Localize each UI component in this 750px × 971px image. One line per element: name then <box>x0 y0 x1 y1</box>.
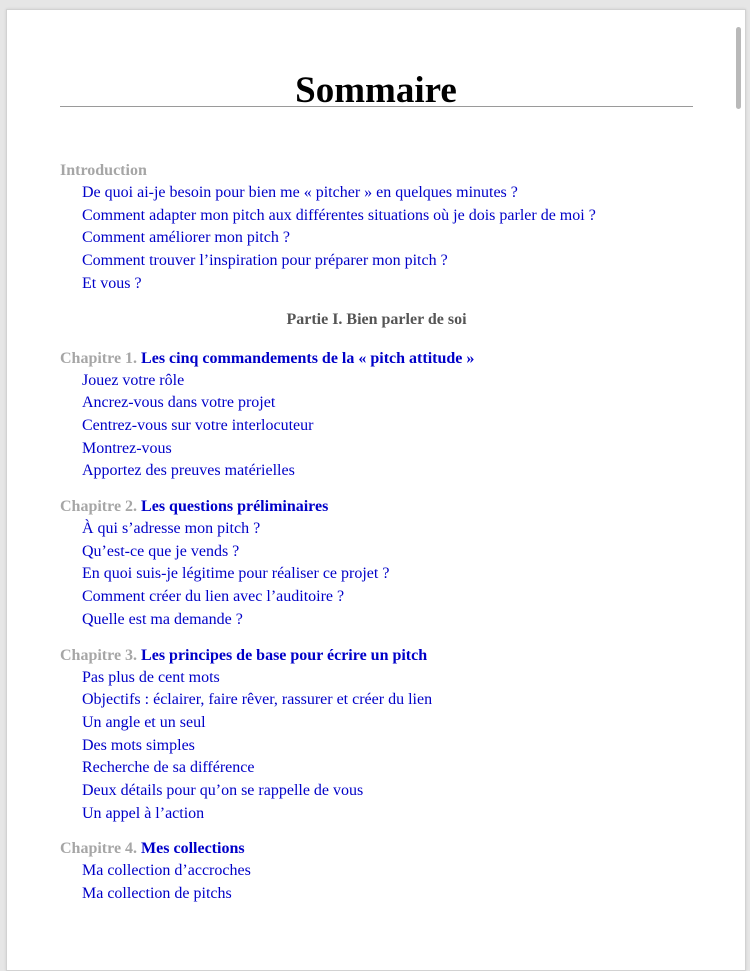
toc-link[interactable]: Ma collection de pitchs <box>82 885 232 903</box>
page-title: Sommaire <box>295 70 457 111</box>
introduction-section <box>60 160 710 296</box>
chapter-number: Chapitre 4. <box>60 840 138 858</box>
toc-link[interactable]: Centrez-vous sur votre interlocuteur <box>82 416 314 434</box>
toc-link[interactable]: Deux détails pour qu’on se rappelle de vous <box>82 782 364 800</box>
toc-link[interactable]: Jouez votre rôle <box>82 371 185 389</box>
toc-link[interactable]: Et vous ? <box>82 274 142 292</box>
toc-link[interactable]: Comment améliorer mon pitch ? <box>82 229 290 247</box>
chapter-section <box>60 348 710 484</box>
toc-link[interactable]: Recherche de sa différence <box>82 759 255 777</box>
chapter-section <box>60 496 710 632</box>
chapter-title[interactable]: Les principes de base pour écrire un pitch <box>141 646 428 664</box>
chapter-number: Chapitre 1. <box>60 349 138 367</box>
chapter-title[interactable]: Les questions préliminaires <box>141 498 329 516</box>
chapter-title[interactable]: Mes collections <box>141 840 245 858</box>
part-heading: Partie I. Bien parler de soi <box>286 310 467 328</box>
chapter-heading[interactable] <box>60 645 710 667</box>
toc-link[interactable]: Comment trouver l’inspiration pour préparer mon pitch ? <box>82 252 448 270</box>
toc-link[interactable]: Qu’est-ce que je vends ? <box>82 542 240 560</box>
toc-link[interactable]: Un appel à l’action <box>82 804 205 822</box>
toc-link[interactable]: Ancrez-vous dans votre projet <box>82 394 276 412</box>
chapter-heading[interactable] <box>60 838 710 860</box>
toc-link[interactable]: Comment créer du lien avec l’auditoire ? <box>82 588 345 606</box>
chapter-heading[interactable] <box>60 496 710 518</box>
table-of-contents <box>60 160 710 906</box>
chapter-number: Chapitre 3. <box>60 646 138 664</box>
toc-link[interactable]: Apportez des preuves matérielles <box>82 462 295 480</box>
chapter-heading[interactable] <box>60 348 710 370</box>
toc-link[interactable]: Ma collection d’accroches <box>82 862 251 880</box>
toc-link[interactable]: Pas plus de cent mots <box>82 668 220 686</box>
toc-link[interactable]: En quoi suis-je légitime pour réaliser ce projet ? <box>82 565 390 583</box>
introduction-heading: Introduction <box>60 162 147 179</box>
toc-link[interactable]: Objectifs : éclairer, faire rêver, rassurer et créer du lien <box>82 691 433 709</box>
chapter-title[interactable]: Les cinq commandements de la « pitch attitude » <box>141 349 475 367</box>
toc-link[interactable]: Des mots simples <box>82 736 195 754</box>
toc-link[interactable]: Comment adapter mon pitch aux différentes situations où je dois parler de moi ? <box>82 206 596 224</box>
toc-link[interactable]: Montrez-vous <box>82 439 172 457</box>
document-page <box>6 9 746 971</box>
toc-link[interactable]: Quelle est ma demande ? <box>82 610 243 628</box>
chapter-section <box>60 645 710 826</box>
toc-link[interactable]: À qui s’adresse mon pitch ? <box>82 520 261 538</box>
title-rule <box>60 106 693 107</box>
chapter-section <box>60 838 710 905</box>
toc-link[interactable]: De quoi ai-je besoin pour bien me « pitcher » en quelques minutes ? <box>82 184 518 201</box>
toc-link[interactable]: Un angle et un seul <box>82 713 206 731</box>
chapter-number: Chapitre 2. <box>60 498 138 516</box>
